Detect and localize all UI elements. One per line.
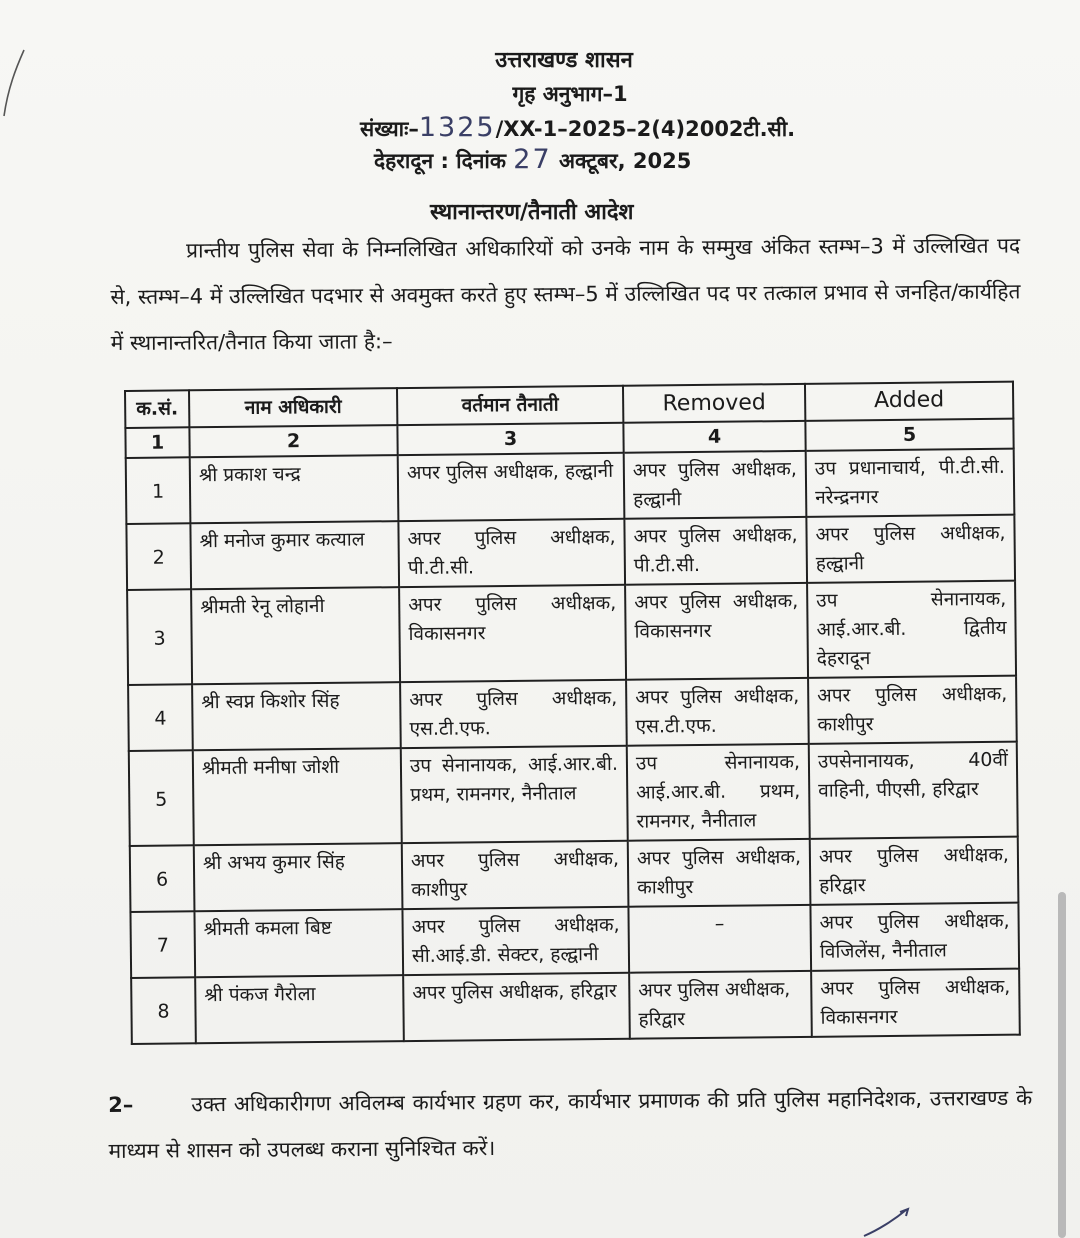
row-removed: अपर पुलिस अधीक्षक, पी.टी.सी. bbox=[624, 517, 807, 585]
row-officer-name: श्रीमती रेनू लोहानी bbox=[191, 587, 400, 684]
paragraph-2-text: उक्त अधिकारीगण अविलम्ब कार्यभार ग्रहण कर, कार्यभार प्रमाणक की प्रति पुलिस महानिदेशक, उत्तराखण्ड के माध्यम से शासन को उपलब्ध कराना सुनिश्चित करें। bbox=[108, 1085, 1033, 1163]
table-row bbox=[126, 449, 1015, 524]
row-added: उप सेनानायक, आई.आर.बी. द्वितीय देहरादून bbox=[807, 581, 1016, 678]
table-row bbox=[126, 515, 1015, 590]
date-rest: अक्टूबर, 2025 bbox=[558, 149, 692, 173]
row-officer-name: श्री पंकज गैरोला bbox=[195, 975, 404, 1043]
transfer-table bbox=[124, 381, 1021, 1045]
order-title: स्थानान्तरण/तैनाती आदेश bbox=[430, 200, 634, 225]
row-current-posting: अपर पुलिस अधीक्षक, काशीपुर bbox=[402, 841, 629, 909]
table-row bbox=[130, 837, 1019, 912]
row-current-posting: अपर पुलिस अधीक्षक, हल्द्वानी bbox=[398, 453, 625, 521]
row-serial: 1 bbox=[126, 457, 191, 524]
row-current-posting: अपर पुलिस अधीक्षक, विकासनगर bbox=[399, 585, 626, 682]
row-serial: 2 bbox=[126, 523, 191, 590]
row-removed: – bbox=[628, 905, 811, 973]
row-added: अपर पुलिस अधीक्षक, काशीपुर bbox=[808, 676, 1017, 744]
header-current-posting: वर्तमान तैनाती bbox=[397, 386, 623, 425]
column-number: 3 bbox=[397, 423, 623, 455]
row-removed: अपर पुलिस अधीक्षक, हरिद्वार bbox=[629, 971, 812, 1039]
government-name: उत्तराखण्ड शासन bbox=[495, 48, 633, 73]
row-officer-name: श्रीमती कमला बिष्ट bbox=[194, 909, 403, 977]
row-serial: 8 bbox=[131, 977, 196, 1044]
column-number: 1 bbox=[125, 427, 189, 458]
row-officer-name: श्री अभय कुमार सिंह bbox=[194, 843, 403, 911]
row-officer-name: श्री स्वप्न किशोर सिंह bbox=[192, 682, 401, 750]
row-current-posting: अपर पुलिस अधीक्षक, सी.आई.डी. सेक्टर, हल्द्वानी bbox=[402, 907, 629, 975]
table-row bbox=[131, 969, 1020, 1044]
row-officer-name: श्री मनोज कुमार कत्याल bbox=[190, 521, 399, 589]
table-row bbox=[129, 742, 1018, 846]
place-label: देहरादून : दिनांक bbox=[374, 149, 506, 173]
table-row bbox=[128, 676, 1017, 751]
row-added: अपर पुलिस अधीक्षक, हल्द्वानी bbox=[806, 515, 1015, 583]
row-added: उपसेनानायक, 40वीं वाहिनी, पीएसी, हरिद्वार bbox=[809, 742, 1018, 839]
column-number: 4 bbox=[623, 421, 805, 453]
row-added: अपर पुलिस अधीक्षक, विजिलेंस, नैनीताल bbox=[810, 903, 1019, 971]
row-serial: 7 bbox=[130, 911, 195, 978]
row-removed: अपर पुलिस अधीक्षक, काशीपुर bbox=[628, 839, 811, 907]
scrollbar[interactable] bbox=[1058, 892, 1066, 1238]
row-added: उप प्रधानाचार्य, पी.टी.सी. नरेन्द्रनगर bbox=[806, 449, 1015, 517]
row-removed: अपर पुलिस अधीक्षक, एस.टी.एफ. bbox=[626, 678, 809, 746]
row-removed: उप सेनानायक, आई.आर.बी. प्रथम, रामनगर, नैनीताल bbox=[627, 744, 810, 841]
reference-number bbox=[360, 112, 795, 143]
row-current-posting: अपर पुलिस अधीक्षक, पी.टी.सी. bbox=[398, 519, 625, 587]
row-current-posting: अपर पुलिस अधीक्षक, एस.टी.एफ. bbox=[400, 680, 627, 748]
row-serial: 4 bbox=[128, 684, 193, 751]
column-number: 5 bbox=[805, 419, 1013, 451]
row-removed: अपर पुलिस अधीक्षक, विकासनगर bbox=[625, 583, 808, 680]
ref-rest: /XX-1–2025–2(4)2002टी.सी. bbox=[495, 117, 796, 141]
ref-handwritten-number: 1325 bbox=[418, 112, 496, 143]
header-added: Added bbox=[805, 382, 1013, 421]
row-officer-name: श्रीमती मनीषा जोशी bbox=[193, 748, 402, 845]
row-current-posting: उप सेनानायक, आई.आर.बी. प्रथम, रामनगर, नैनीताल bbox=[401, 746, 628, 843]
row-added: अपर पुलिस अधीक्षक, विकासनगर bbox=[811, 969, 1020, 1037]
signature-stroke bbox=[860, 1206, 920, 1238]
table-row bbox=[127, 581, 1016, 685]
header-serial: क.सं. bbox=[125, 390, 189, 428]
row-serial: 3 bbox=[127, 589, 192, 685]
paragraph-number: 2– bbox=[108, 1092, 134, 1117]
row-officer-name: श्री प्रकाश चन्द्र bbox=[190, 455, 399, 523]
date-line bbox=[374, 144, 691, 175]
transfer-table-wrapper bbox=[124, 381, 1019, 1045]
row-current-posting: अपर पुलिस अधीक्षक, हरिद्वार bbox=[403, 973, 630, 1041]
row-serial: 6 bbox=[130, 845, 195, 912]
table-row bbox=[130, 903, 1019, 978]
row-removed: अपर पुलिस अधीक्षक, हल्द्वानी bbox=[624, 451, 807, 519]
header-removed: Removed bbox=[623, 384, 805, 423]
column-number: 2 bbox=[189, 425, 397, 457]
paragraph-2 bbox=[108, 1075, 1033, 1174]
header-officer-name: नाम अधिकारी bbox=[189, 388, 397, 427]
date-handwritten: 27 bbox=[513, 144, 552, 175]
row-added: अपर पुलिस अधीक्षक, हरिद्वार bbox=[810, 837, 1019, 905]
intro-paragraph: प्रान्तीय पुलिस सेवा के निम्नलिखित अधिकारियों को उनके नाम के सम्मुख अंकित स्तम्भ–3 में उल्लिखित पद से, स्तम्भ–4 में उल्लिखित पदभार से अवमुक्त करते हुए स्तम्भ–5 में उल्लिखित पद पर तत्काल प्रभाव से जनहित/कार्यहित में स्थानान्तरित/तैनात किया जाता है:– bbox=[110, 233, 1021, 355]
ref-label: संख्याः– bbox=[360, 117, 419, 141]
row-serial: 5 bbox=[129, 750, 194, 846]
department-name: गृह अनुभाग–1 bbox=[512, 82, 628, 106]
